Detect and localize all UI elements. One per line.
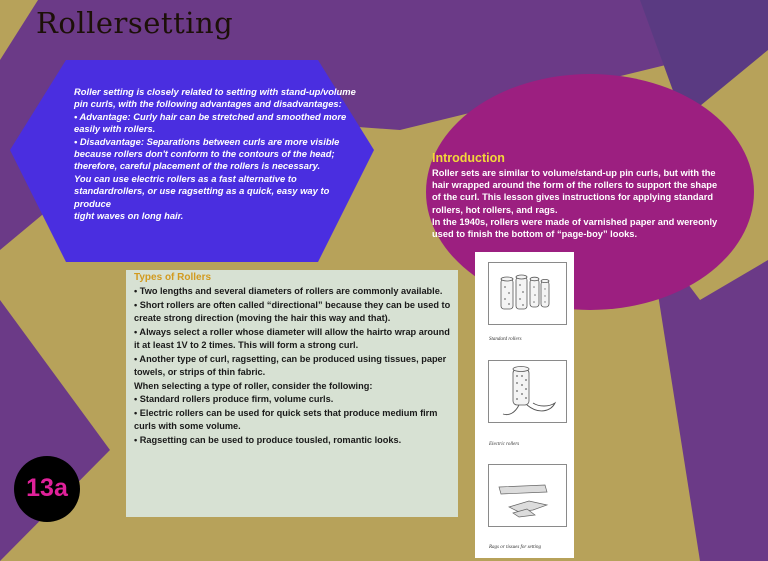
rags-illustration xyxy=(488,464,567,527)
standard-rollers-illustration xyxy=(488,262,567,325)
summary-line: You can use electric rollers as a fast alternative to standardrollers, or use ragsetting as a quick, easy way to produce xyxy=(74,172,330,209)
illustration-caption: Rags or tissues for setting xyxy=(489,545,541,550)
summary-line: Roller setting is closely related to setting with stand-up/volume pin curls, with the following advantages and disadvantages: xyxy=(74,86,356,110)
list-item: • Standard rollers produce firm, volume curls. xyxy=(134,394,334,404)
introduction-body xyxy=(432,167,722,240)
list-item: • Ragsetting can be used to produce tousled, romantic looks. xyxy=(134,434,402,445)
introduction-section xyxy=(432,151,722,240)
rags-tissue-icon xyxy=(489,465,566,526)
roller-setting-summary xyxy=(74,86,366,222)
list-item: • Electric rollers can be used for quick sets that produce medium firm curls with some volume. xyxy=(134,407,438,431)
types-of-rollers-list xyxy=(134,285,452,447)
summary-line: tight waves on long hair. xyxy=(74,210,184,222)
list-item: When selecting a type of roller, consider the following: xyxy=(134,380,373,391)
summary-line: • Advantage: Curly hair can be stretched and smoothed more easily with rollers. xyxy=(74,110,347,135)
electric-rollers-illustration xyxy=(488,360,567,423)
lesson-badge xyxy=(14,456,80,522)
introduction-paragraph: In the 1940s, rollers were made of varnished paper and wereonly used to finish the bottom of “page-boy” looks. xyxy=(432,216,718,240)
types-of-rollers-heading: Types of Rollers xyxy=(134,272,212,283)
lesson-number: 13a xyxy=(26,474,68,502)
page-title: Rollersetting xyxy=(36,6,234,40)
illustration-caption: Electric rollers xyxy=(489,442,520,447)
illustration-caption: Standard rollers xyxy=(489,337,522,342)
introduction-heading: Introduction xyxy=(432,151,505,165)
list-item: • Short rollers are often called “directional” because they can be used to create strong direction (moving the hair this way and that). xyxy=(134,299,451,323)
standard-rollers-icon xyxy=(489,263,566,324)
electric-roller-icon xyxy=(489,361,566,422)
summary-line: • Disadvantage: Separations between curls are more visible because rollers don't conform to the contours of the head; therefore, careful placement of the rollers is necessary. xyxy=(74,135,340,172)
types-of-rollers-box xyxy=(126,270,458,517)
list-item: • Always select a roller whose diameter will allow the hairto wrap around it at least 1V to 2 times. This will form a strong curl. xyxy=(134,326,450,350)
roller-illustrations xyxy=(475,252,574,558)
list-item: • Two lengths and several diameters of rollers are commonly available. xyxy=(134,286,443,296)
list-item: • Another type of curl, ragsetting, can be produced using tissues, paper towels, or strips of thin fabric. xyxy=(134,353,447,377)
introduction-paragraph: Roller sets are similar to volume/stand-up pin curls, but with the hair wrapped around the form of the rollers to support the shape of the curl. This lesson gives instructions for applying standard rollers, hot rollers, and rags. xyxy=(432,168,718,215)
